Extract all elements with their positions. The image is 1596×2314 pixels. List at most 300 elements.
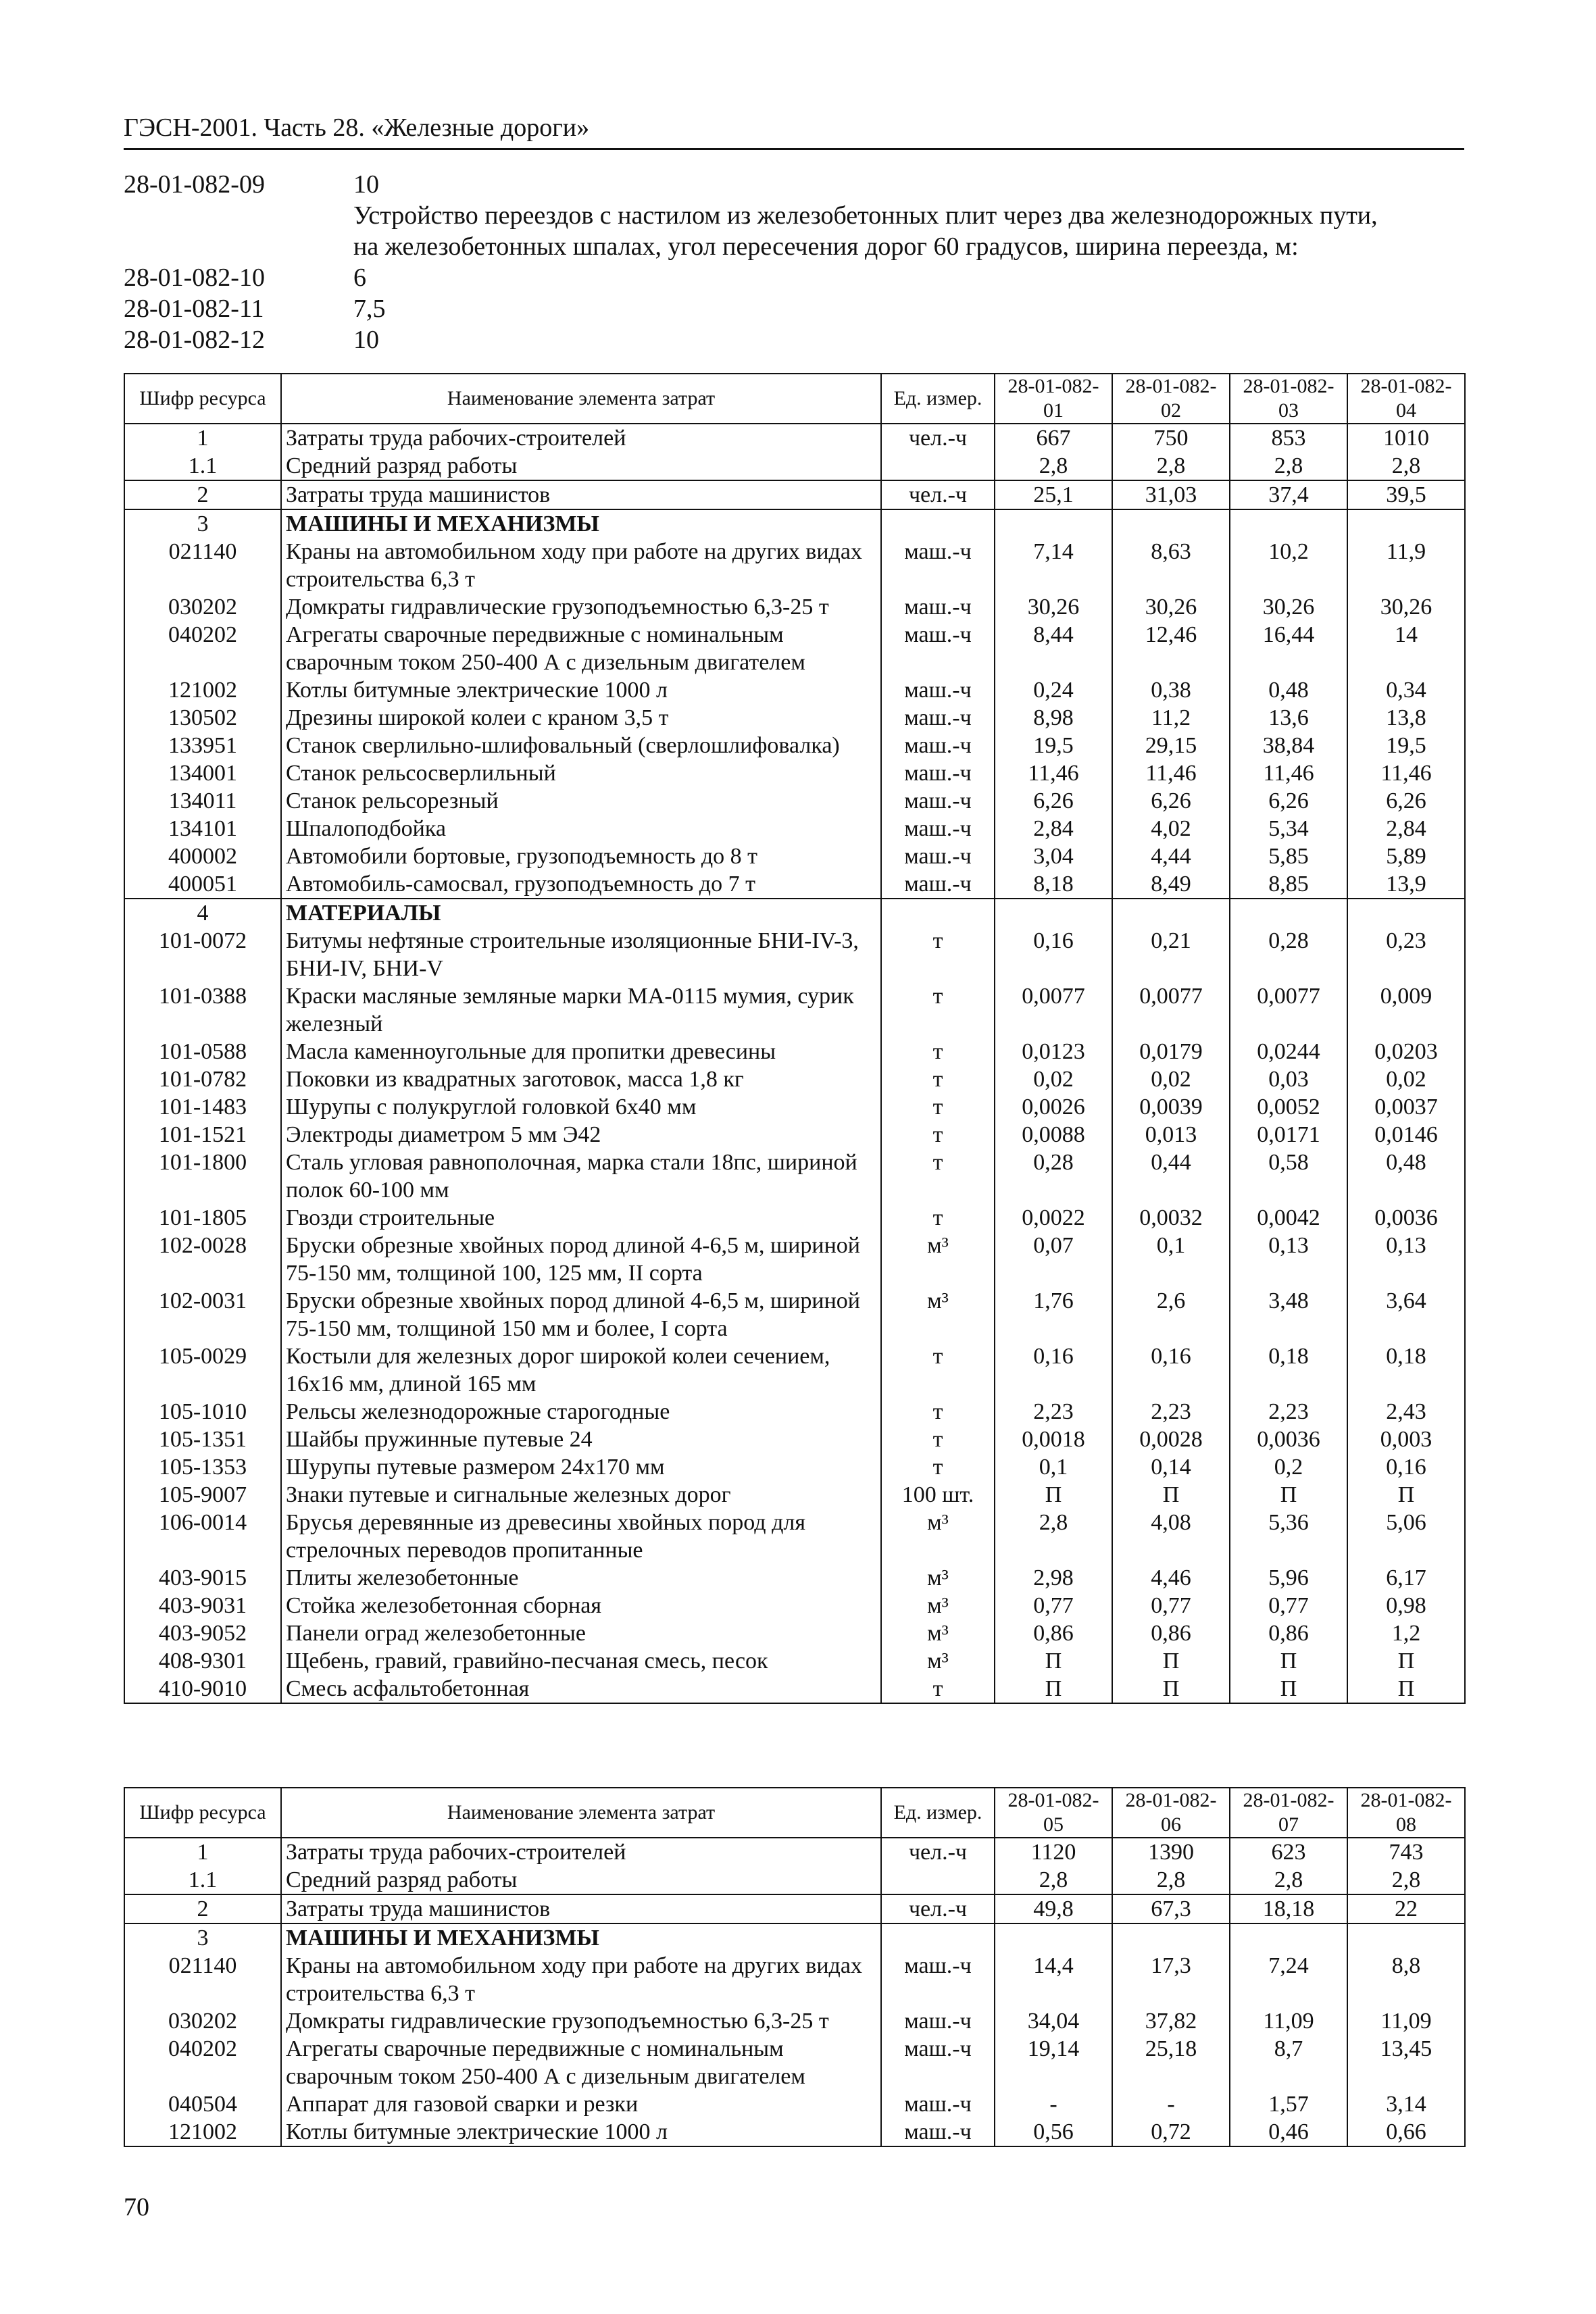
value-cell: П (1230, 1481, 1347, 1509)
value-cell (995, 899, 1112, 927)
table-row (124, 1149, 1465, 1204)
value-cell: П (1347, 1647, 1465, 1675)
resource-code-cell: 1.1 (124, 1866, 281, 1894)
unit-cell: м³ (881, 1619, 995, 1647)
value-cell: 6,26 (1230, 787, 1347, 815)
resource-code-cell: 403-9015 (124, 1564, 281, 1592)
cost-element-name: Затраты труда рабочих-строителей (281, 424, 881, 452)
unit-cell: маш.-ч (881, 621, 995, 676)
page-header (124, 111, 1464, 150)
resource-code-cell: 400051 (124, 870, 281, 899)
table-row (124, 1866, 1465, 1894)
value-cell (1347, 899, 1465, 927)
cost-element-name: Шпалоподбойка (281, 815, 881, 842)
value-cell: 2,43 (1347, 1398, 1465, 1426)
value-cell: 8,63 (1112, 538, 1230, 593)
value-cell: 0,86 (1230, 1619, 1347, 1647)
cost-element-name: Котлы битумные электрические 1000 л (281, 676, 881, 704)
value-cell: 7,24 (1230, 1952, 1347, 2007)
resource-code-cell: 030202 (124, 593, 281, 621)
value-cell: 0,1 (1112, 1232, 1230, 1287)
intro-description-line1: Устройство переездов с настилом из железобетонных плит через два железнодорожных пути, (353, 201, 1378, 230)
value-cell (1112, 1923, 1230, 1952)
value-cell: 0,18 (1230, 1342, 1347, 1398)
value-cell: 4,08 (1112, 1509, 1230, 1564)
value-cell: 2,8 (1230, 1866, 1347, 1894)
header-col-3: 28-01-082-07 (1230, 1788, 1347, 1838)
unit-cell: маш.-ч (881, 2118, 995, 2146)
resource-code-cell: 040504 (124, 2090, 281, 2118)
value-cell: 0,18 (1347, 1342, 1465, 1398)
value-cell: П (1112, 1675, 1230, 1703)
value-cell: 5,89 (1347, 842, 1465, 870)
value-cell: 0,0026 (995, 1093, 1112, 1121)
value-cell: 0,0077 (995, 982, 1112, 1038)
table-row (124, 787, 1465, 815)
resource-code-cell: 121002 (124, 2118, 281, 2146)
unit-cell: м³ (881, 1232, 995, 1287)
value-cell: 17,3 (1112, 1952, 1230, 2007)
value-cell: 5,06 (1347, 1509, 1465, 1564)
value-cell: 2,8 (995, 1866, 1112, 1894)
value-cell: П (995, 1675, 1112, 1703)
resource-code-cell: 121002 (124, 676, 281, 704)
unit-cell: т (881, 927, 995, 982)
table-row (124, 1894, 1465, 1923)
cost-element-name: Шурупы путевые размером 24х170 мм (281, 1453, 881, 1481)
value-cell: 38,84 (1230, 732, 1347, 759)
unit-cell: маш.-ч (881, 870, 995, 899)
unit-cell (881, 1923, 995, 1952)
intro-code-row (124, 262, 1464, 293)
value-cell: П (1347, 1481, 1465, 1509)
value-cell: 0,14 (1112, 1453, 1230, 1481)
table-row (124, 1426, 1465, 1453)
unit-cell: чел.-ч (881, 1838, 995, 1866)
unit-cell: т (881, 1398, 995, 1426)
cost-element-name: Щебень, гравий, гравийно-песчаная смесь, песок (281, 1647, 881, 1675)
value-cell: 0,02 (1112, 1065, 1230, 1093)
table-row (124, 2118, 1465, 2146)
resource-table-1 (124, 373, 1466, 1704)
unit-cell: т (881, 1038, 995, 1065)
header-name: Наименование элемента затрат (281, 374, 881, 424)
value-cell: 0,0036 (1230, 1426, 1347, 1453)
table-row (124, 2090, 1465, 2118)
unit-cell: маш.-ч (881, 676, 995, 704)
value-cell: 11,46 (1112, 759, 1230, 787)
unit-cell: маш.-ч (881, 842, 995, 870)
unit-cell: т (881, 982, 995, 1038)
value-cell: 0,009 (1347, 982, 1465, 1038)
unit-cell: т (881, 1342, 995, 1398)
table-row (124, 509, 1465, 538)
value-cell: 0,0036 (1347, 1204, 1465, 1232)
resource-code-cell: 403-9031 (124, 1592, 281, 1619)
cost-element-name: Краны на автомобильном ходу при работе на других видах строительства 6,3 т (281, 538, 881, 593)
unit-cell: маш.-ч (881, 1952, 995, 2007)
resource-code-cell: 133951 (124, 732, 281, 759)
value-cell: 1390 (1112, 1838, 1230, 1866)
cost-element-name: Домкраты гидравлические грузоподъемностью 6,3-25 т (281, 593, 881, 621)
table-row (124, 1453, 1465, 1481)
table-row (124, 424, 1465, 452)
value-cell: 2,84 (1347, 815, 1465, 842)
value-cell: 22 (1347, 1894, 1465, 1923)
resource-code-cell: 1 (124, 1838, 281, 1866)
cost-element-name: Краны на автомобильном ходу при работе на других видах строительства 6,3 т (281, 1952, 881, 2007)
value-cell: 0,86 (1112, 1619, 1230, 1647)
unit-cell: маш.-ч (881, 2090, 995, 2118)
cost-element-name: Поковки из квадратных заготовок, масса 1,8 кг (281, 1065, 881, 1093)
table-header-row (124, 1788, 1465, 1838)
value-cell: 0,38 (1112, 676, 1230, 704)
table-body (124, 1838, 1465, 2146)
cost-element-name: Станок рельсорезный (281, 787, 881, 815)
unit-cell: маш.-ч (881, 732, 995, 759)
intro-code-row (124, 293, 1464, 324)
cost-element-name: Костыли для железных дорог широкой колеи сечением, 16х16 мм, длиной 165 мм (281, 1342, 881, 1398)
intro-code: 28-01-082-11 (124, 295, 264, 323)
resource-code-cell: 101-0782 (124, 1065, 281, 1093)
value-cell: 1010 (1347, 424, 1465, 452)
table-row (124, 1952, 1465, 2007)
unit-cell: 100 шт. (881, 1481, 995, 1509)
value-cell: 2,84 (995, 815, 1112, 842)
value-cell: 0,46 (1230, 2118, 1347, 2146)
unit-cell: чел.-ч (881, 424, 995, 452)
value-cell: 0,02 (1347, 1065, 1465, 1093)
value-cell: 31,03 (1112, 480, 1230, 509)
value-cell: П (1112, 1647, 1230, 1675)
value-cell: 0,0146 (1347, 1121, 1465, 1149)
value-cell: 11,2 (1112, 704, 1230, 732)
value-cell: 14,4 (995, 1952, 1112, 2007)
value-cell: 19,14 (995, 2035, 1112, 2090)
intro-block (124, 169, 1464, 355)
document-title: ГЭСН-2001. Часть 28. «Железные дороги» (124, 114, 590, 142)
resource-code-cell: 105-1351 (124, 1426, 281, 1453)
value-cell: 11,46 (1347, 759, 1465, 787)
table-row (124, 1592, 1465, 1619)
resource-code-cell: 101-1483 (124, 1093, 281, 1121)
value-cell (1230, 509, 1347, 538)
value-cell (1112, 899, 1230, 927)
unit-cell: маш.-ч (881, 2007, 995, 2035)
value-cell: 0,77 (995, 1592, 1112, 1619)
resource-code-cell: 101-1800 (124, 1149, 281, 1204)
value-cell: 623 (1230, 1838, 1347, 1866)
value-cell (995, 509, 1112, 538)
unit-cell: т (881, 1065, 995, 1093)
value-cell: 0,0022 (995, 1204, 1112, 1232)
value-cell: 7,14 (995, 538, 1112, 593)
table-row (124, 480, 1465, 509)
value-cell: 19,5 (1347, 732, 1465, 759)
value-cell: 2,23 (1112, 1398, 1230, 1426)
cost-element-name: Котлы битумные электрические 1000 л (281, 2118, 881, 2146)
cost-element-name: Краски масляные земляные марки МА-0115 мумия, сурик железный (281, 982, 881, 1038)
table-row (124, 815, 1465, 842)
value-cell: 11,09 (1230, 2007, 1347, 2035)
value-cell: 13,45 (1347, 2035, 1465, 2090)
cost-element-name: Электроды диаметром 5 мм Э42 (281, 1121, 881, 1149)
value-cell: - (1112, 2090, 1230, 2118)
value-cell: 0,13 (1230, 1232, 1347, 1287)
cost-element-name: Станок рельсосверлильный (281, 759, 881, 787)
intro-code-row (124, 324, 1464, 355)
intro-code-list (124, 262, 1464, 355)
cost-element-name: Сталь угловая равнополочная, марка стали 18пс, шириной полок 60-100 мм (281, 1149, 881, 1204)
value-cell: 34,04 (995, 2007, 1112, 2035)
cost-element-name: Плиты железобетонные (281, 1564, 881, 1592)
intro-code: 28-01-082-12 (124, 326, 265, 354)
value-cell: 0,16 (1112, 1342, 1230, 1398)
value-cell: 0,72 (1112, 2118, 1230, 2146)
table-row (124, 732, 1465, 759)
resource-code-cell: 134001 (124, 759, 281, 787)
table-row (124, 1481, 1465, 1509)
value-cell: 1,76 (995, 1287, 1112, 1342)
value-cell: - (995, 2090, 1112, 2118)
table-row (124, 452, 1465, 480)
value-cell: П (1230, 1675, 1347, 1703)
header-col-2: 28-01-082-02 (1112, 374, 1230, 424)
value-cell: 0,013 (1112, 1121, 1230, 1149)
value-cell: 4,44 (1112, 842, 1230, 870)
value-cell: 0,2 (1230, 1453, 1347, 1481)
section-heading: МАШИНЫ И МЕХАНИЗМЫ (281, 509, 881, 538)
table-row (124, 1398, 1465, 1426)
value-cell: 0,0037 (1347, 1093, 1465, 1121)
value-cell: 0,77 (1230, 1592, 1347, 1619)
unit-cell: чел.-ч (881, 1894, 995, 1923)
value-cell: 0,07 (995, 1232, 1112, 1287)
unit-cell: м³ (881, 1287, 995, 1342)
value-cell: 1,57 (1230, 2090, 1347, 2118)
unit-cell: м³ (881, 1647, 995, 1675)
value-cell: 853 (1230, 424, 1347, 452)
resource-table-2 (124, 1787, 1466, 2147)
table-row (124, 1121, 1465, 1149)
value-cell: 0,48 (1230, 676, 1347, 704)
value-cell: 5,34 (1230, 815, 1347, 842)
value-cell: 8,7 (1230, 2035, 1347, 2090)
cost-element-name: Бруски обрезные хвойных пород длиной 4-6,5 м, шириной 75-150 мм, толщиной 150 мм и более, I сорта (281, 1287, 881, 1342)
unit-cell: маш.-ч (881, 538, 995, 593)
value-cell: 2,23 (995, 1398, 1112, 1426)
table-row (124, 1647, 1465, 1675)
value-cell: 18,18 (1230, 1894, 1347, 1923)
value-cell: 0,0052 (1230, 1093, 1347, 1121)
resource-code-cell: 101-0588 (124, 1038, 281, 1065)
value-cell: 0,003 (1347, 1426, 1465, 1453)
table-row (124, 676, 1465, 704)
resource-code-cell: 1.1 (124, 452, 281, 480)
cost-element-name: Агрегаты сварочные передвижные с номинальным сварочным током 250-400 А с дизельным двигателем (281, 2035, 881, 2090)
value-cell (1347, 1923, 1465, 1952)
value-cell: 11,46 (1230, 759, 1347, 787)
value-cell: 0,0018 (995, 1426, 1112, 1453)
value-cell: 0,0042 (1230, 1204, 1347, 1232)
value-cell: 2,8 (1347, 1866, 1465, 1894)
cost-element-name: Затраты труда рабочих-строителей (281, 1838, 881, 1866)
resource-code-cell: 400002 (124, 842, 281, 870)
value-cell: 0,1 (995, 1453, 1112, 1481)
value-cell: 8,49 (1112, 870, 1230, 899)
value-cell: 8,98 (995, 704, 1112, 732)
value-cell: 743 (1347, 1838, 1465, 1866)
resource-code-cell: 102-0028 (124, 1232, 281, 1287)
unit-cell: т (881, 1453, 995, 1481)
resource-code-cell: 3 (124, 509, 281, 538)
value-cell: 2,98 (995, 1564, 1112, 1592)
value-cell: 8,18 (995, 870, 1112, 899)
table-row (124, 1564, 1465, 1592)
value-cell: 0,23 (1347, 927, 1465, 982)
unit-cell: т (881, 1675, 995, 1703)
table-row (124, 2035, 1465, 2090)
resource-code-cell: 105-9007 (124, 1481, 281, 1509)
value-cell: 6,26 (995, 787, 1112, 815)
unit-cell (881, 1866, 995, 1894)
resource-code-cell: 040202 (124, 621, 281, 676)
resource-code-cell: 2 (124, 1894, 281, 1923)
value-cell: 67,3 (1112, 1894, 1230, 1923)
cost-element-name: Шайбы пружинные путевые 24 (281, 1426, 881, 1453)
resource-code-cell: 408-9301 (124, 1647, 281, 1675)
value-cell: 3,14 (1347, 2090, 1465, 2118)
table-row (124, 2007, 1465, 2035)
value-cell: 0,0028 (1112, 1426, 1230, 1453)
value-cell: 39,5 (1347, 480, 1465, 509)
value-cell: 13,8 (1347, 704, 1465, 732)
header-code: Шифр ресурса (124, 374, 281, 424)
cost-element-name: Знаки путевые и сигнальные железных дорог (281, 1481, 881, 1509)
resource-code-cell: 101-1521 (124, 1121, 281, 1149)
value-cell: 3,64 (1347, 1287, 1465, 1342)
unit-cell: м³ (881, 1509, 995, 1564)
value-cell: 0,77 (1112, 1592, 1230, 1619)
value-cell: 0,44 (1112, 1149, 1230, 1204)
value-cell: 2,8 (1230, 452, 1347, 480)
value-cell: 5,36 (1230, 1509, 1347, 1564)
table-body (124, 424, 1465, 1703)
value-cell: 0,86 (995, 1619, 1112, 1647)
resource-code-cell: 130502 (124, 704, 281, 732)
value-cell: 667 (995, 424, 1112, 452)
unit-cell: м³ (881, 1592, 995, 1619)
unit-cell: маш.-ч (881, 815, 995, 842)
value-cell: 2,8 (1347, 452, 1465, 480)
resource-code-cell: 3 (124, 1923, 281, 1952)
resource-code-cell: 021140 (124, 538, 281, 593)
unit-cell: м³ (881, 1564, 995, 1592)
resource-code-cell: 105-0029 (124, 1342, 281, 1398)
value-cell: 3,48 (1230, 1287, 1347, 1342)
value-cell: 0,0077 (1230, 982, 1347, 1038)
value-cell: 19,5 (995, 732, 1112, 759)
header-name: Наименование элемента затрат (281, 1788, 881, 1838)
table-row (124, 1204, 1465, 1232)
cost-element-name: Битумы нефтяные строительные изоляционные БНИ-IV-3, БНИ-IV, БНИ-V (281, 927, 881, 982)
value-cell: 5,96 (1230, 1564, 1347, 1592)
table-row (124, 1093, 1465, 1121)
table-row (124, 1065, 1465, 1093)
value-cell: 0,56 (995, 2118, 1112, 2146)
value-cell: 1120 (995, 1838, 1112, 1866)
cost-element-name: Затраты труда машинистов (281, 1894, 881, 1923)
resource-code-cell: 030202 (124, 2007, 281, 2035)
unit-cell (881, 452, 995, 480)
header-col-1: 28-01-082-01 (995, 374, 1112, 424)
value-cell: 8,8 (1347, 1952, 1465, 2007)
value-cell: 11,9 (1347, 538, 1465, 593)
value-cell: 6,26 (1112, 787, 1230, 815)
table-row (124, 982, 1465, 1038)
value-cell (995, 1923, 1112, 1952)
value-cell: 5,85 (1230, 842, 1347, 870)
value-cell: 0,24 (995, 676, 1112, 704)
value-cell: 0,0244 (1230, 1038, 1347, 1065)
value-cell: 2,23 (1230, 1398, 1347, 1426)
table-row (124, 1619, 1465, 1647)
value-cell (1230, 899, 1347, 927)
table-row (124, 1232, 1465, 1287)
value-cell: 0,34 (1347, 676, 1465, 704)
cost-element-name: Затраты труда машинистов (281, 480, 881, 509)
unit-cell: маш.-ч (881, 787, 995, 815)
value-cell: 0,16 (995, 1342, 1112, 1398)
intro-value: 7,5 (353, 295, 386, 323)
value-cell: П (1347, 1675, 1465, 1703)
value-cell: 30,26 (995, 593, 1112, 621)
value-cell: 0,16 (1347, 1453, 1465, 1481)
intro-value: 10 (353, 326, 379, 354)
value-cell: 0,66 (1347, 2118, 1465, 2146)
value-cell: 0,48 (1347, 1149, 1465, 1204)
value-cell: 0,0123 (995, 1038, 1112, 1065)
resource-code-cell: 403-9052 (124, 1619, 281, 1647)
header-col-4: 28-01-082-08 (1347, 1788, 1465, 1838)
value-cell: 0,98 (1347, 1592, 1465, 1619)
value-cell: 0,16 (995, 927, 1112, 982)
cost-element-name: Панели оград железобетонные (281, 1619, 881, 1647)
table-row (124, 759, 1465, 787)
value-cell: 16,44 (1230, 621, 1347, 676)
value-cell: 0,0171 (1230, 1121, 1347, 1149)
value-cell: 750 (1112, 424, 1230, 452)
table-row (124, 842, 1465, 870)
intro-first-row (124, 169, 1464, 200)
table-row (124, 1509, 1465, 1564)
table-row (124, 1038, 1465, 1065)
table-row (124, 593, 1465, 621)
resource-code-cell: 101-0388 (124, 982, 281, 1038)
value-cell: 2,6 (1112, 1287, 1230, 1342)
cost-element-name: Автомобиль-самосвал, грузоподъемность до 7 т (281, 870, 881, 899)
cost-element-name: Шурупы с полукруглой головкой 6х40 мм (281, 1093, 881, 1121)
value-cell: 30,26 (1112, 593, 1230, 621)
value-cell: 0,0203 (1347, 1038, 1465, 1065)
table-row (124, 927, 1465, 982)
header-unit: Ед. измер. (881, 1788, 995, 1838)
value-cell: П (1112, 1481, 1230, 1509)
resource-code-cell: 105-1010 (124, 1398, 281, 1426)
cost-element-name: Стойка железобетонная сборная (281, 1592, 881, 1619)
intro-value: 6 (353, 263, 366, 292)
unit-cell: т (881, 1149, 995, 1204)
